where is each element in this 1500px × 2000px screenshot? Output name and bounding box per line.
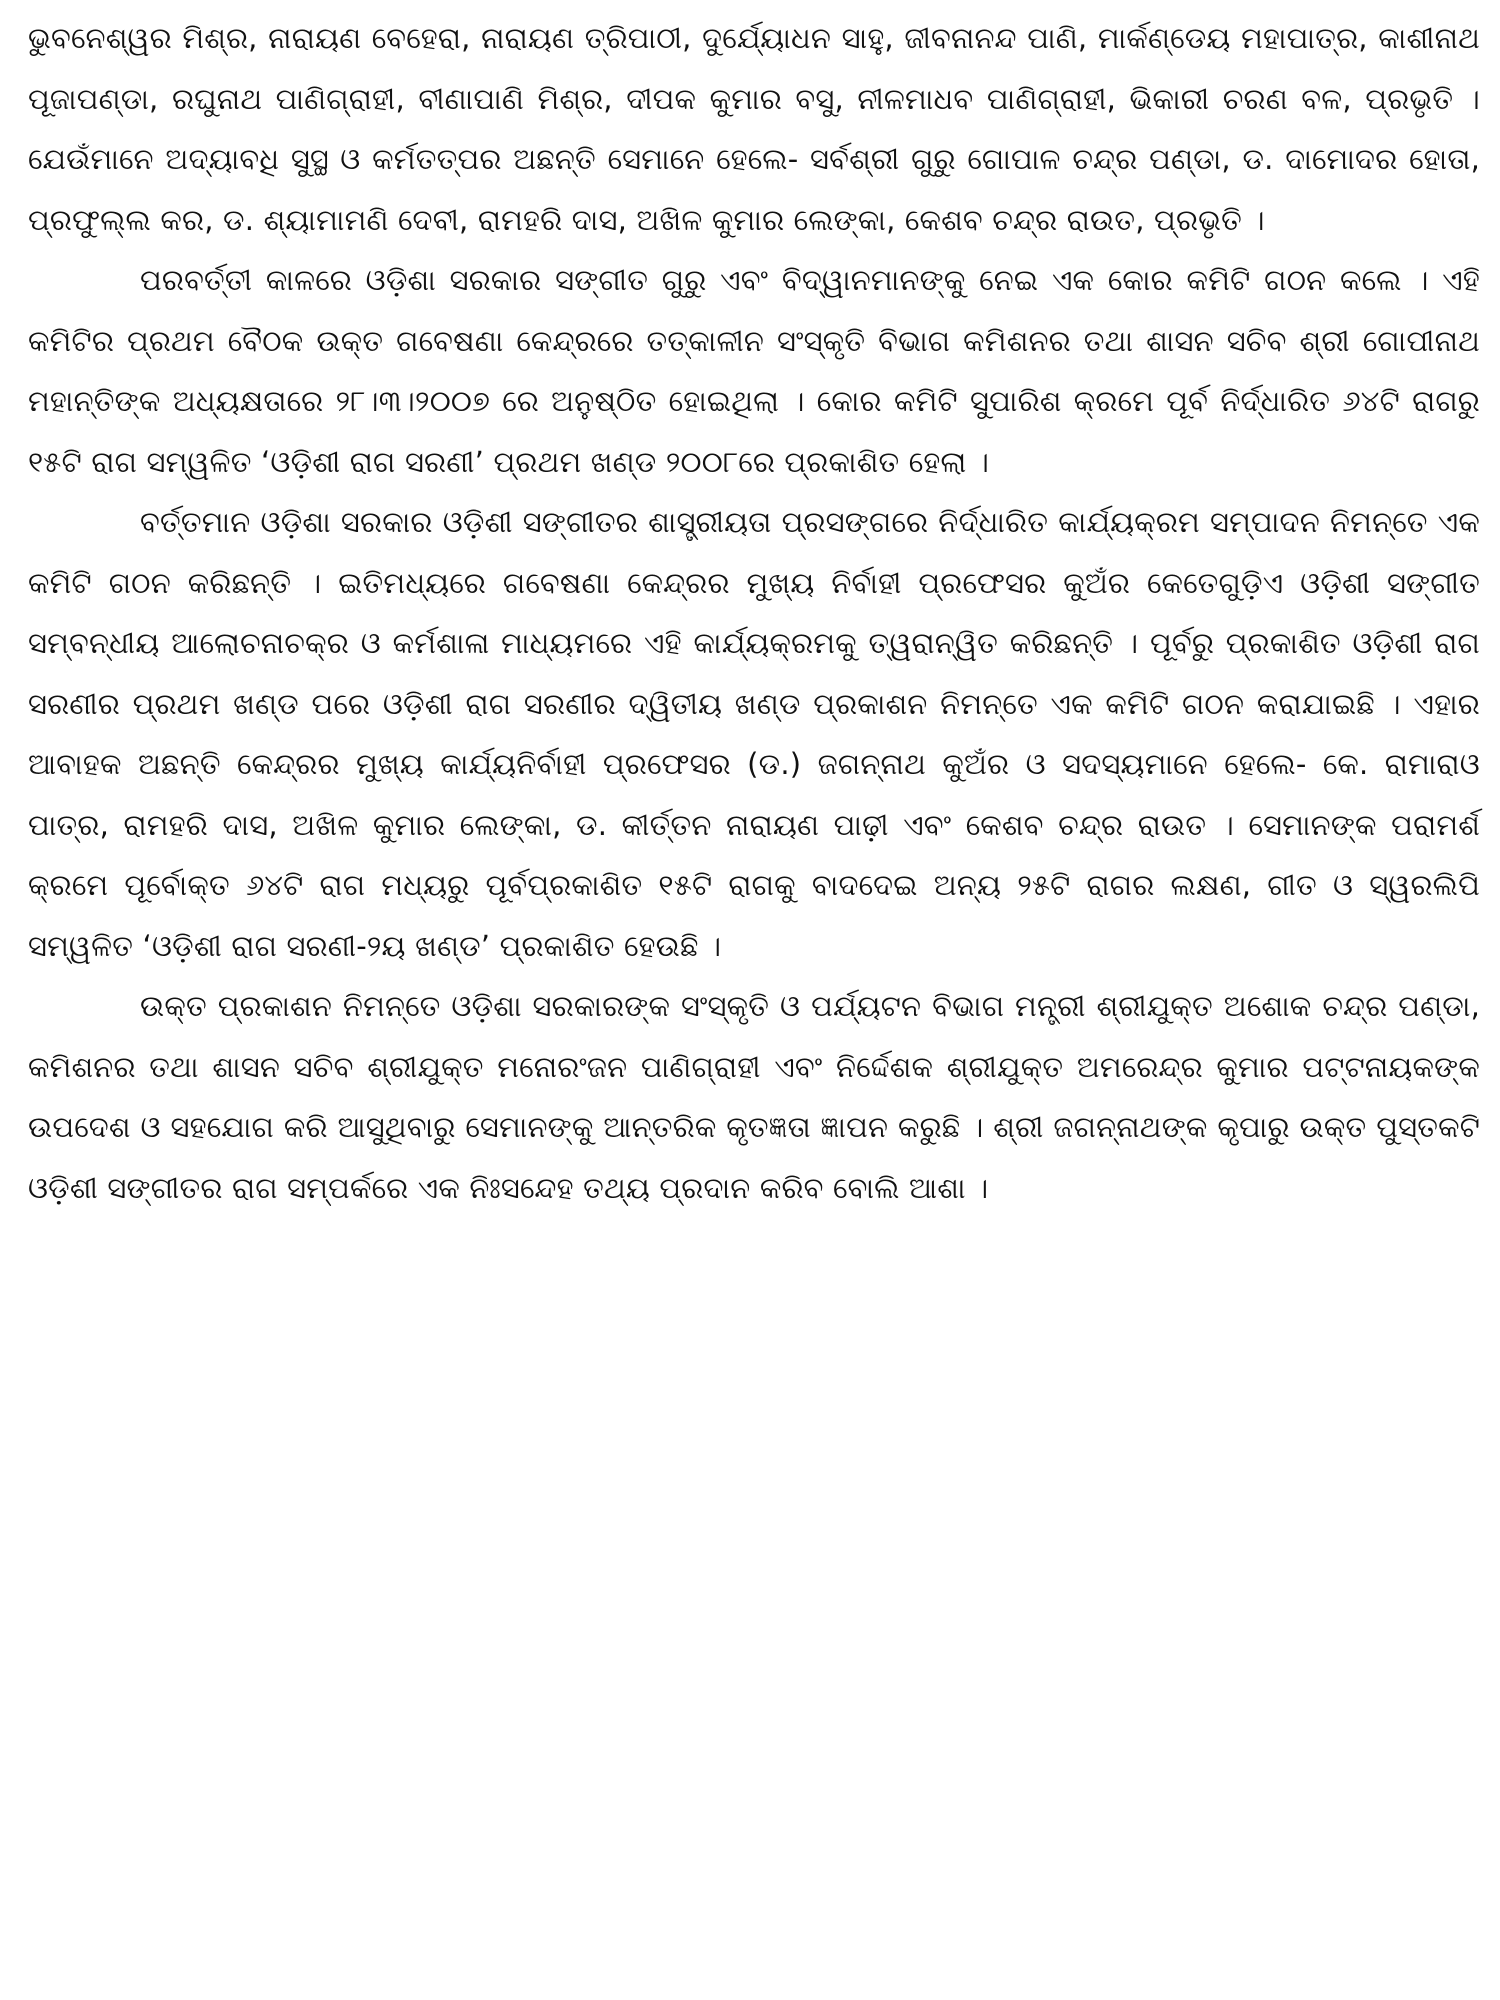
paragraph-3: ବର୍ତ୍ତମାନ ଓଡ଼ିଶା ସରକାର ଓଡ଼ିଶୀ ସଙ୍ଗୀତର ଶାସ୍ତ୍ରୀୟତା ପ୍ରସଙ୍ଗରେ ନିର୍ଦ୍ଧାରିତ କାର୍ଯ୍ୟକ୍ରମ ସମ୍ପାଦନ ନିମନ୍ତେ ଏକ କମିଟି ଗଠନ କରିଛନ୍ତି । ଇତିମଧ୍ୟରେ ଗବେଷଣା କେନ୍ଦ୍ରର ମୁଖ୍ୟ ନିର୍ବାହୀ ପ୍ରଫେସର କୁଅଁର କେତେଗୁଡ଼ିଏ ଓଡ଼ିଶୀ ସଙ୍ଗୀତ ସମ୍ବନ୍ଧୀୟ ଆଲୋଚନାଚକ୍ର ଓ କର୍ମଶାଳା ମାଧ୍ୟମରେ ଏହି କାର୍ଯ୍ୟକ୍ରମକୁ ତ୍ୱରାନ୍ୱିତ କରିଛନ୍ତି । ପୂର୍ବରୁ ପ୍ରକାଶିତ ଓଡ଼ିଶୀ ରାଗ ସରଣୀର ପ୍ରଥମ ଖଣ୍ଡ ପରେ ଓଡ଼ିଶୀ ରାଗ ସରଣୀର ଦ୍ୱିତୀୟ ଖଣ୍ଡ ପ୍ରକାଶନ ନିମନ୍ତେ ଏକ କମିଟି ଗଠନ କରାଯାଇଛି । ଏହାର ଆବାହକ ଅଛନ୍ତି କେନ୍ଦ୍ରର ମୁଖ୍ୟ କାର୍ଯ୍ୟନିର୍ବାହୀ ପ୍ରଫେସର (ଡ.) ଜଗନ୍ନାଥ କୁଅଁର ଓ ସଦସ୍ୟମାନେ ହେଲେ- କେ. ରାମାରାଓ ପାତ୍ର, ରାମହରି ଦାସ, ଅଖିଳ କୁମାର ଲେଙ୍କା, ଡ. କୀର୍ତ୍ତନ ନାରାୟଣ ପାଢ଼ୀ ଏବଂ କେଶବ ଚନ୍ଦ୍ର ରାଉତ । ସେମାନଙ୍କ ପରାମର୍ଶ କ୍ରମେ ପୂର୍ବୋକ୍ତ ୬୪ଟି ରାଗ ମଧ୍ୟରୁ ପୂର୍ବପ୍ରକାଶିତ ୧୫ଟି ରାଗକୁ ବାଦଦେଇ ଅନ୍ୟ ୨୫ଟି ରାଗର ଲକ୍ଷଣ, ଗୀତ ଓ ସ୍ୱରଲିପି ସମ୍ୱଳିତ ‘ଓଡ଼ିଶୀ ରାଗ ସରଣୀ-୨ୟ ଖଣ୍ଡ’ ପ୍ରକାଶିତ ହେଉଛି । (28, 505, 1480, 963)
paragraph-1: ଭୁବନେଶ୍ୱର ମିଶ୍ର, ନାରାୟଣ ବେହେରା, ନାରାୟଣ ତ୍ରିପାଠୀ, ଦୁର୍ଯ୍ୟୋଧନ ସାହୁ, ଜୀବନାନନ୍ଦ ପାଣି, ମାର୍କଣ୍ଡେୟ ମହାପାତ୍ର, କାଶୀନାଥ ପୂଜାପଣ୍ଡା, ରଘୁନାଥ ପାଣିଗ୍ରାହୀ, ବୀଣାପାଣି ମିଶ୍ର, ଦୀପକ କୁମାର ବସୁ, ନୀଳମାଧବ ପାଣିଗ୍ରାହୀ, ଭିକାରୀ ଚରଣ ବଳ, ପ୍ରଭୃତି । ଯେଉଁମାନେ ଅଦ୍ୟାବଧି ସୁସ୍ଥ ଓ କର୍ମତତ୍ପର ଅଛନ୍ତି ସେମାନେ ହେଲେ- ସର୍ବଶ୍ରୀ ଗୁରୁ ଗୋପାଳ ଚନ୍ଦ୍ର ପଣ୍ଡା, ଡ. ଦାମୋଦର ହୋତା, ପ୍ରଫୁଲ୍ଲ କର, ଡ. ଶ୍ୟାମାମଣି ଦେବୀ, ରାମହରି ଦାସ, ଅଖିଳ କୁମାର ଲେଙ୍କା, କେଶବ ଚନ୍ଦ୍ର ରାଉତ, ପ୍ରଭୃତି । (28, 21, 1480, 237)
document-page (28, 8, 1480, 1218)
paragraph-4: ଉକ୍ତ ପ୍ରକାଶନ ନିମନ୍ତେ ଓଡ଼ିଶା ସରକାରଙ୍କ ସଂସ୍କୃତି ଓ ପର୍ଯ୍ୟଟନ ବିଭାଗ ମନ୍ତ୍ରୀ ଶ୍ରୀଯୁକ୍ତ ଅଶୋକ ଚନ୍ଦ୍ର ପଣ୍ଡା, କମିଶନର ତଥା ଶାସନ ସଚିବ ଶ୍ରୀଯୁକ୍ତ ମନୋରଂଜନ ପାଣିଗ୍ରାହୀ ଏବଂ ନିର୍ଦ୍ଦେଶକ ଶ୍ରୀଯୁକ୍ତ ଅମରେନ୍ଦ୍ର କୁମାର ପଟ୍ଟନାୟକଙ୍କ ଉପଦେଶ ଓ ସହଯୋଗ କରି ଆସୁଥିବାରୁ ସେମାନଙ୍କୁ ଆନ୍ତରିକ କୃତଜ୍ଞତା ଜ୍ଞାପନ କରୁଛି । ଶ୍ରୀ ଜଗନ୍ନାଥଙ୍କ କୃପାରୁ ଉକ୍ତ ପୁସ୍ତକଟି ଓଡ଼ିଶୀ ସଙ୍ଗୀତର ରାଗ ସମ୍ପର୍କରେ ଏକ ନିଃସନ୍ଦେହ ତଥ୍ୟ ପ୍ରଦାନ କରିବ ବୋଲି ଆଶା । (28, 989, 1480, 1205)
paragraph-2: ପରବର୍ତ୍ତୀ କାଳରେ ଓଡ଼ିଶା ସରକାର ସଙ୍ଗୀତ ଗୁରୁ ଏବଂ ବିଦ୍ୱାନମାନଙ୍କୁ ନେଇ ଏକ କୋର କମିଟି ଗଠନ କଲେ । ଏହି କମିଟିର ପ୍ରଥମ ବୈଠକ ଉକ୍ତ ଗବେଷଣା କେନ୍ଦ୍ରରେ ତତ୍‌କାଳୀନ ସଂସ୍କୃତି ବିଭାଗ କମିଶନର ତଥା ଶାସନ ସଚିବ ଶ୍ରୀ ଗୋପୀନାଥ ମହାନ୍ତିଙ୍କ ଅଧ୍ୟକ୍ଷତାରେ ୨୮।୩।୨୦୦୭ ରେ ଅନୁଷ୍ଠିତ ହୋଇଥିଲା । କୋର କମିଟି ସୁପାରିଶ କ୍ରମେ ପୂର୍ବ ନିର୍ଦ୍ଧାରିତ ୬୪ଟି ରାଗରୁ ୧୫ଟି ରାଗ ସମ୍ୱଳିତ ‘ଓଡ଼ିଶୀ ରାଗ ସରଣୀ’ ପ୍ରଥମ ଖଣ୍ଡ ୨୦୦୮ରେ ପ୍ରକାଶିତ ହେଲା । (28, 263, 1480, 479)
